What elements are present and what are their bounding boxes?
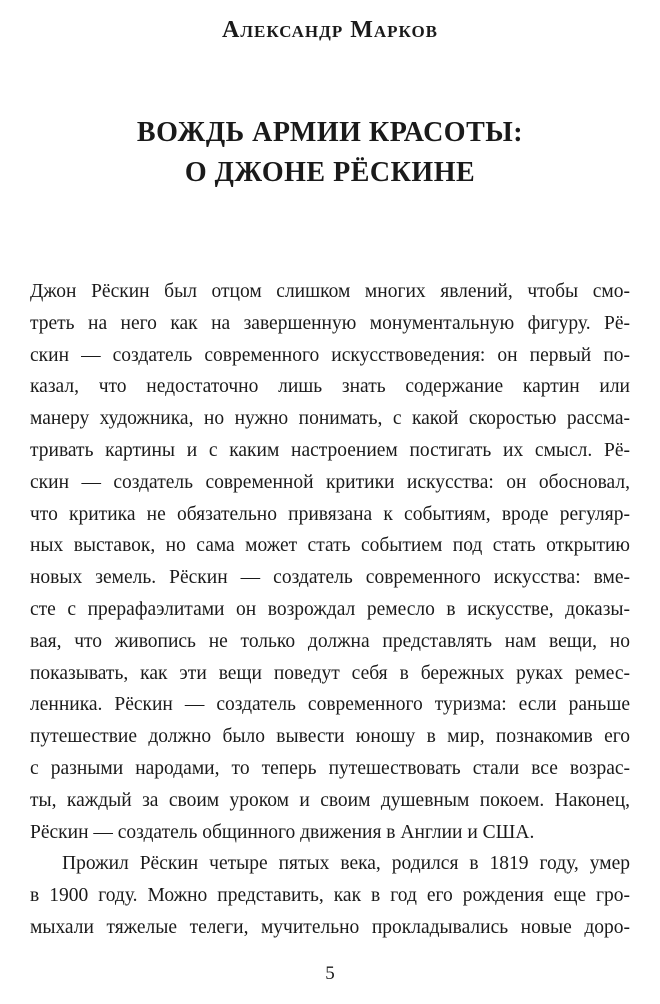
paragraph-2 xyxy=(30,848,630,943)
text-line: показывать, как эти вещи поведут себя в бережных руках ремес- xyxy=(30,662,630,684)
running-header-author: Александр Марков xyxy=(221,17,439,43)
text-line: с разными народами, то теперь путешествовать стали все возрас- xyxy=(30,757,630,779)
text-line: треть на него как на завершенную монументальную фигуру. Рё- xyxy=(30,312,630,334)
text-line: ленника. Рёскин — создатель современного туризма: если раньше xyxy=(30,694,630,716)
text-line: скин — создатель современной критики искусства: он обосновал, xyxy=(30,471,630,493)
text-line: тривать картины и с каким настроением постигать их смысл. Рё- xyxy=(30,439,630,461)
text-line: манеру художника, но нужно понимать, с какой скоростью рассма- xyxy=(30,408,630,430)
text-line: сте с прерафаэлитами он возрождал ремесло в искусстве, доказы- xyxy=(30,598,630,620)
body-text xyxy=(30,276,630,944)
text-line: Прожил Рёскин четыре пятых века, родился в 1819 году, умер xyxy=(62,853,630,875)
text-line: что критика не обязательно привязана к событиям, вроде регуляр- xyxy=(30,503,630,525)
text-line: Джон Рёскин был отцом слишком многих явлений, чтобы смо- xyxy=(30,281,630,302)
chapter-title-line-1: ВОЖДЬ АРМИИ КРАСОТЫ: xyxy=(136,117,524,148)
chapter-title-line-2: О ДЖОНЕ РЁСКИНЕ xyxy=(184,157,476,188)
paragraph-1 xyxy=(30,276,630,848)
text-line: вая, что живопись не только должна представлять нам вещи, но xyxy=(30,630,630,652)
page-number: 5 xyxy=(325,963,335,984)
text-line: ных выставок, но сама может стать событием под стать открытию xyxy=(30,535,630,557)
text-line: казал, что недостаточно лишь знать содержание картин или xyxy=(30,376,630,398)
text-line: мыхали тяжелые телеги, мучительно прокладывались новые доро- xyxy=(30,916,630,938)
text-line: новых земель. Рёскин — создатель современного искусства: вме- xyxy=(30,567,630,589)
text-line: скин — создатель современного искусствоведения: он первый по- xyxy=(30,344,630,366)
text-line: Рёскин — создатель общинного движения в Англии и США. xyxy=(30,821,535,843)
text-line: путешествие должно было вывести юношу в мир, познакомив его xyxy=(30,726,630,748)
text-line: в 1900 году. Можно представить, как в год его рождения еще гро- xyxy=(30,885,630,907)
chapter-title xyxy=(0,113,660,193)
text-line: ты, каждый за своим уроком и своим душевным покоем. Наконец, xyxy=(30,789,630,811)
